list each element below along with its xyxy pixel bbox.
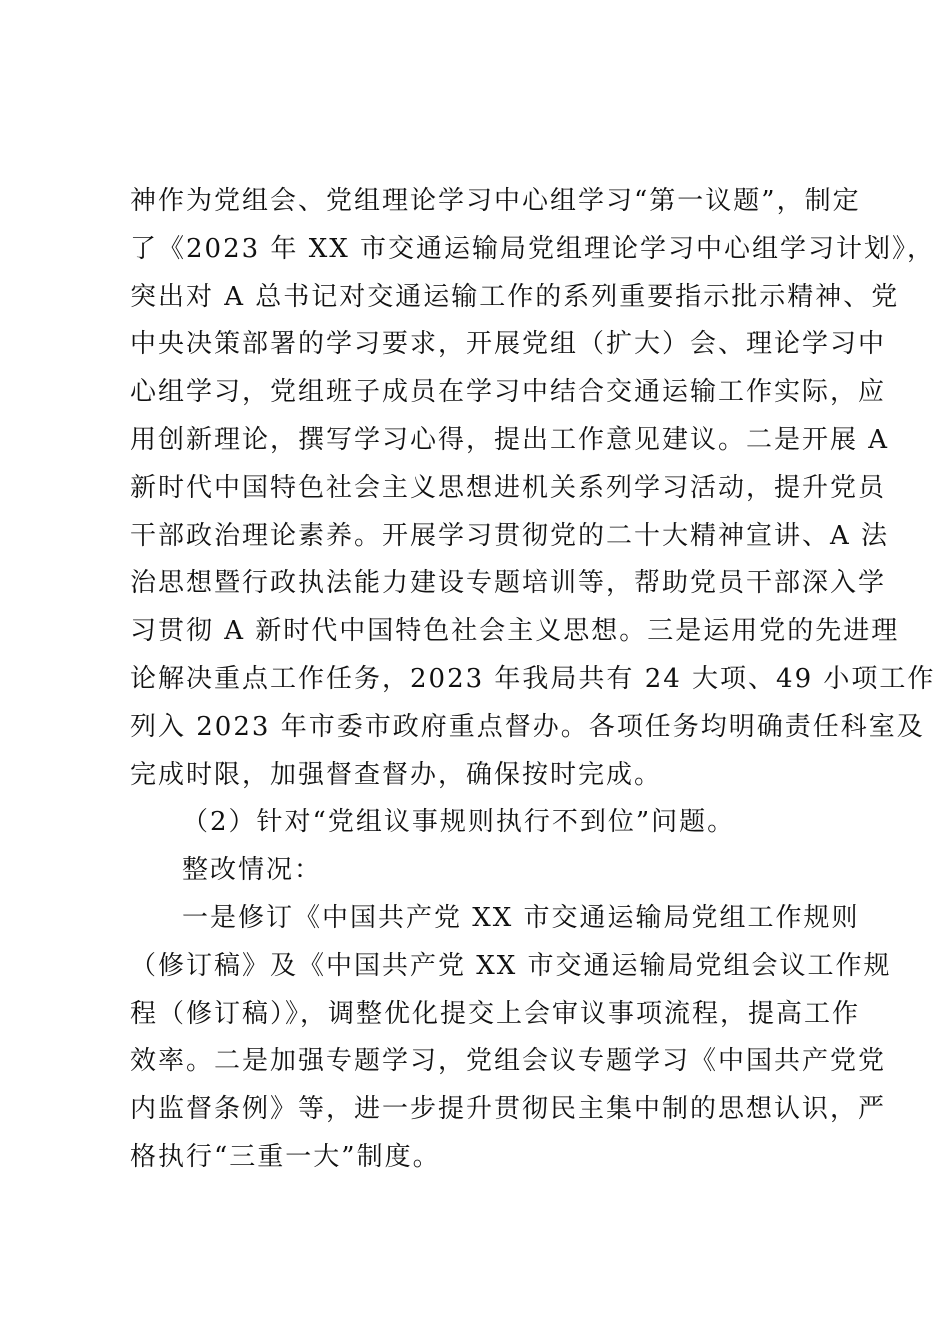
text-line: 习贯彻 A 新时代中国特色社会主义思想。三是运用党的先进理: [130, 616, 900, 647]
subheading: 整改情况：: [182, 855, 323, 886]
text-line: 效率。二是加强专题学习，党组会议专题学习《中国共产党党: [130, 1046, 887, 1077]
text-line: 程（修订稿）》，调整优化提交上会审议事项流程，提高工作: [130, 998, 861, 1029]
text-line: 治思想暨行政执法能力建设专题培训等，帮助党员干部深入学: [130, 568, 887, 599]
text-line: 干部政治理论素养。开展学习贯彻党的二十大精神宣讲、A 法: [130, 520, 890, 551]
text-line: 一是修订《中国共产党 XX 市交通运输局党组工作规则: [182, 902, 860, 933]
document-body: [130, 178, 936, 1182]
text-line: 完成时限，加强督查督办，确保按时完成。: [130, 759, 663, 790]
section-heading: （2）针对“党组议事规则执行不到位”问题。: [182, 807, 736, 838]
text-line: 新时代中国特色社会主义思想进机关系列学习活动，提升党员: [130, 472, 887, 503]
text-line: 中央决策部署的学习要求，开展党组（扩大）会、理论学习中: [130, 329, 887, 360]
text-line: 论解决重点工作任务，2023 年我局共有 24 大项、49 小项工作: [130, 663, 936, 694]
text-line: 突出对 A 总书记对交通运输工作的系列重要指示批示精神、党: [130, 281, 900, 312]
text-line: （修订稿》及《中国共产党 XX 市交通运输局党组会议工作规: [130, 950, 892, 981]
text-line: 神作为党组会、党组理论学习中心组学习“第一议题”，制定: [130, 186, 861, 216]
text-line: 格执行“三重一大”制度。: [130, 1141, 441, 1172]
text-line: 用创新理论，撰写学习心得，提出工作意见建议。二是开展 A: [130, 424, 890, 455]
text-line: 心组学习，党组班子成员在学习中结合交通运输工作实际，应: [130, 377, 887, 408]
text-line: 内监督条例》等，进一步提升贯彻民主集中制的思想认识，严: [130, 1094, 887, 1125]
text-line: 列入 2023 年市委市政府重点督办。各项任务均明确责任科室及: [130, 711, 925, 742]
text-line: 了《2023 年 XX 市交通运输局党组理论学习中心组学习计划》，: [130, 233, 935, 264]
